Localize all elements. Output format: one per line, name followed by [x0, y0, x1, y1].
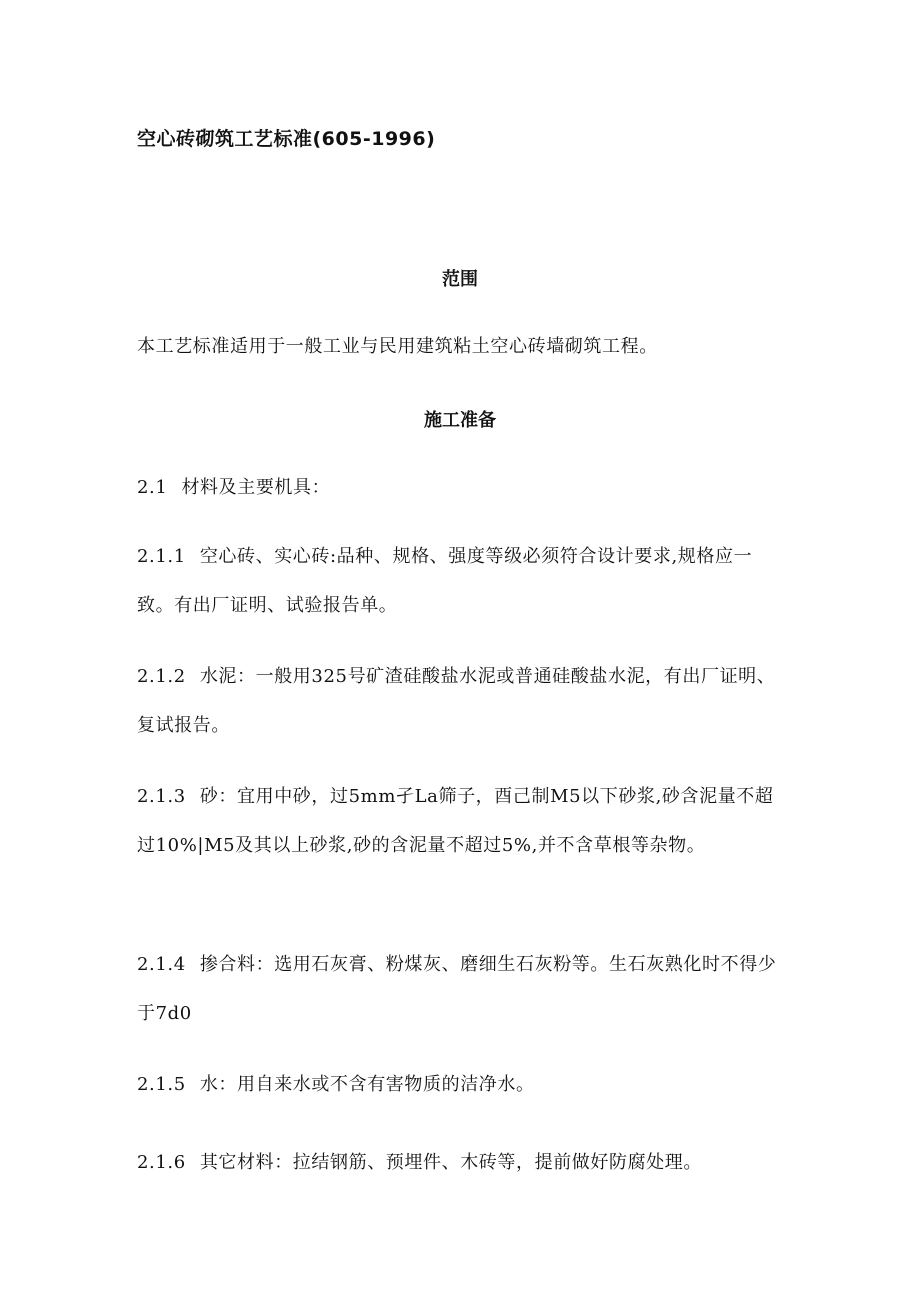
clause-2-1-6	[137, 1138, 787, 1187]
clause-number: 2.1.4	[137, 954, 186, 975]
clause-text: 掺合料：选用石灰膏、粉煤灰、磨细生石灰粉等。生石灰熟化时不得少于7d0	[137, 954, 777, 1024]
clause-number: 2.1	[137, 477, 168, 498]
clause-2-1-4	[137, 940, 787, 1038]
scope-paragraph: 本工艺标准适用于一般工业与民用建筑粘土空心砖墙砌筑工程。	[137, 336, 658, 357]
clause-number: 2.1.6	[137, 1152, 186, 1173]
clause-text: 砂：宜用中砂，过5mm孑La筛子，酉己制M5以下砂浆,砂含泥量不超过10%|M5及其以上砂浆,砂的含泥量不超过5%,并不含草根等杂物。	[137, 786, 774, 856]
section-heading-preparation: 施工准备	[424, 410, 496, 431]
clause-text: 材料及主要机具：	[181, 477, 331, 498]
clause-text: 其它材料：拉结钢筋、预埋件、木砖等，提前做好防腐处理。	[199, 1152, 703, 1173]
document-title: 空心砖砌筑工艺标准(605-1996)	[137, 128, 436, 150]
clause-number: 2.1.5	[137, 1074, 186, 1095]
clause-2-1-2	[137, 652, 787, 750]
clause-number: 2.1.2	[137, 666, 186, 687]
clause-number: 2.1.3	[137, 786, 186, 807]
clause-text: 空心砖、实心砖:品种、规格、强度等级必须符合设计要求,规格应一致。有出厂证明、试验报告单。	[137, 546, 753, 616]
clause-2-1-3	[137, 772, 787, 870]
clause-text: 水：用自来水或不含有害物质的洁净水。	[199, 1074, 535, 1095]
section-heading-scope: 范围	[442, 269, 478, 290]
clause-2-1	[137, 463, 787, 512]
clause-2-1-5	[137, 1060, 787, 1109]
clause-2-1-1	[137, 532, 787, 630]
clause-text: 水泥：一般用325号矿渣硅酸盐水泥或普通硅酸盐水泥，有出厂证明、复试报告。	[137, 666, 776, 736]
clause-number: 2.1.1	[137, 546, 186, 567]
